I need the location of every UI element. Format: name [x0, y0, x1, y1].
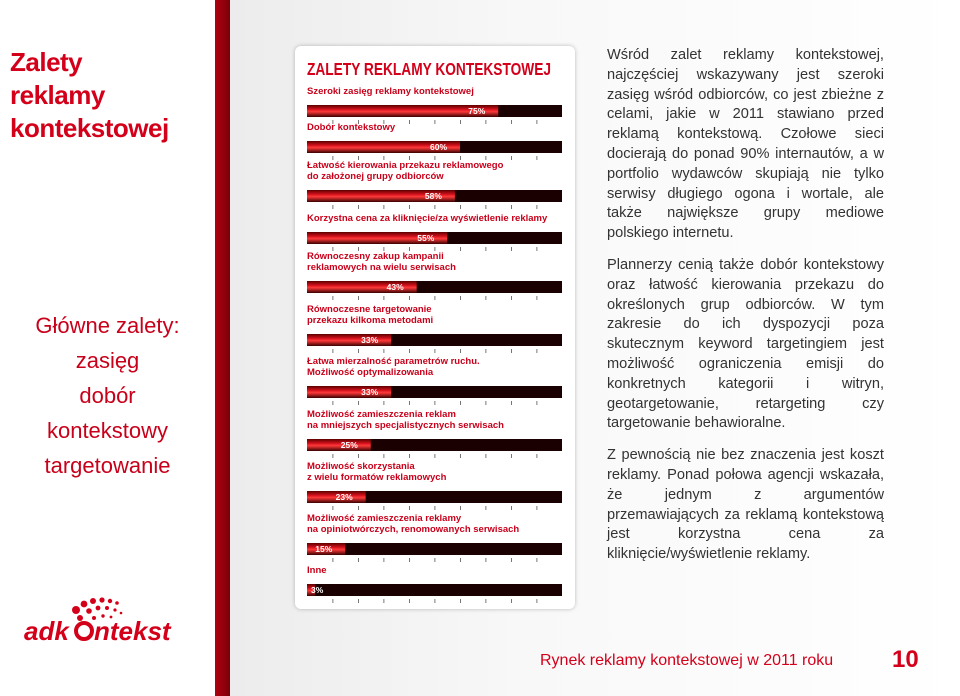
scale-tick — [358, 454, 359, 458]
scale-tick — [333, 506, 334, 510]
bar-category-label: Równoczesne targetowanie — [307, 304, 432, 315]
scale-tick — [511, 349, 512, 353]
scale-tick — [435, 454, 436, 458]
scale-tick — [511, 296, 512, 300]
bar-category-label: reklamowych na wielu serwisach — [307, 262, 456, 273]
advantages-heading: Główne zalety: — [35, 313, 180, 338]
scale-tick — [537, 205, 538, 209]
scale-tick — [537, 120, 538, 124]
scale-tick — [435, 205, 436, 209]
scale-tick — [409, 401, 410, 405]
scale-tick — [358, 401, 359, 405]
bar-value-label: 33% — [361, 387, 379, 397]
article-paragraph: Wśród zalet reklamy kontekstowej, najczęściej wskazywany jest szeroki zasięg wśród odbiorców, co jest zbieżne z celami, jakie w 2011 stawiano przed reklamą kontekstową. Czołowe sieci docierają do ponad 90% internautów, a w portfolio wydawców skupiają nie tylko serwisy długiego ogona i wortale, ale także największe grupy mediowe polskiego internetu. — [607, 47, 884, 242]
chart-title: ZALETY REKLAMY KONTEKSTOWEJ — [307, 59, 551, 79]
bar-category-label: Szeroki zasięg reklamy kontekstowej — [307, 86, 474, 97]
bar-category-label: Równoczesny zakup kampanii — [307, 251, 444, 262]
scale-tick — [435, 506, 436, 510]
scale-tick — [460, 454, 461, 458]
scale-tick — [384, 599, 385, 603]
sidebar-title-line: kontekstowej — [10, 113, 169, 143]
footer-title: Rynek reklamy kontekstowej w 2011 roku — [540, 652, 834, 669]
bar-category-label: na mniejszych specjalistycznych serwisach — [307, 420, 504, 431]
scale-tick — [486, 247, 487, 251]
bar-value-label: 43% — [386, 282, 404, 292]
scale-tick — [511, 506, 512, 510]
scale-tick — [409, 296, 410, 300]
bar-value-label: 75% — [468, 106, 486, 116]
scale-tick — [460, 120, 461, 124]
red-divider-bar — [215, 0, 230, 696]
bar-value-label: 55% — [417, 233, 435, 243]
bar-category-label: Korzystna cena za kliknięcie/za wyświetlenie reklamy — [307, 213, 548, 224]
scale-tick — [409, 558, 410, 562]
scale-tick — [486, 454, 487, 458]
scale-tick — [333, 558, 334, 562]
bar-category-label: Dobór kontekstowy — [307, 122, 396, 133]
bar-value-label: 25% — [340, 440, 358, 450]
article-paragraph: Plannerzy cenią także dobór kontekstowy oraz łatwość kierowania przekazu do określonych grup odbiorców. W tym zakresie do ich dyspozycji poza skutecznym keyword targetingiem jest możliwość ograniczenia emisji do konkretnych kategorii i witryn, geotargetowanie, retargeting czy targetowanie behawioralne. — [607, 256, 884, 432]
scale-tick — [537, 156, 538, 160]
advantage-item: dobór — [79, 383, 136, 408]
scale-tick — [511, 156, 512, 160]
chart-card — [295, 46, 575, 609]
scale-tick — [358, 296, 359, 300]
scale-tick — [435, 558, 436, 562]
scale-tick — [409, 506, 410, 510]
advantages-bar-chart — [295, 46, 575, 609]
scale-tick — [333, 599, 334, 603]
advantage-item: zasięg — [75, 348, 140, 373]
scale-tick — [537, 296, 538, 300]
scale-tick — [435, 599, 436, 603]
scale-tick — [537, 558, 538, 562]
bar-category-label: Łatwość kierowania przekazu reklamowego — [307, 160, 504, 171]
scale-tick — [409, 120, 410, 124]
advantage-item: targetowanie — [44, 453, 171, 478]
adkontekst-logo — [20, 596, 180, 656]
scale-tick — [511, 120, 512, 124]
scale-tick — [486, 349, 487, 353]
scale-tick — [537, 454, 538, 458]
page-number: 10 — [892, 646, 919, 673]
scale-tick — [486, 401, 487, 405]
scale-tick — [460, 349, 461, 353]
bar-value-label: 3% — [311, 585, 324, 595]
advantage-item: kontekstowy — [46, 418, 169, 443]
scale-tick — [460, 296, 461, 300]
scale-tick — [486, 558, 487, 562]
scale-tick — [537, 599, 538, 603]
logo-text-left: adk — [24, 616, 69, 646]
scale-tick — [435, 120, 436, 124]
scale-tick — [384, 349, 385, 353]
bar-category-label: do założonej grupy odbiorców — [307, 171, 444, 182]
bar-track — [307, 584, 562, 596]
scale-tick — [537, 247, 538, 251]
bar-category-label: Możliwość zamieszczenia reklam — [307, 409, 456, 420]
scale-tick — [358, 506, 359, 510]
bar-category-label: Możliwość zamieszczenia reklamy — [307, 513, 462, 524]
sidebar — [0, 0, 215, 696]
scale-tick — [511, 247, 512, 251]
scale-tick — [486, 205, 487, 209]
sidebar-title-line: reklamy — [10, 80, 105, 110]
scale-tick — [460, 599, 461, 603]
scale-tick — [409, 349, 410, 353]
scale-tick — [460, 506, 461, 510]
scale-tick — [511, 454, 512, 458]
scale-tick — [486, 120, 487, 124]
scale-tick — [486, 296, 487, 300]
scale-tick — [358, 558, 359, 562]
scale-tick — [460, 401, 461, 405]
scale-tick — [435, 296, 436, 300]
scale-tick — [333, 454, 334, 458]
bar-category-label: z wielu formatów reklamowych — [307, 472, 447, 483]
scale-tick — [511, 205, 512, 209]
scale-tick — [537, 349, 538, 353]
bar-category-label: przekazu kilkoma metodami — [307, 315, 434, 326]
scale-tick — [384, 454, 385, 458]
scale-tick — [384, 558, 385, 562]
scale-tick — [435, 349, 436, 353]
bar-category-label: Możliwość skorzystania — [307, 461, 415, 472]
sidebar-title-line: Zalety — [10, 47, 83, 77]
bar — [307, 386, 391, 398]
logo-text-right: ntekst — [94, 616, 171, 646]
scale-tick — [537, 401, 538, 405]
bar-category-label: Inne — [307, 565, 327, 576]
bar — [307, 439, 371, 451]
scale-tick — [409, 205, 410, 209]
article-text — [607, 46, 884, 577]
bar — [307, 334, 391, 346]
scale-tick — [511, 401, 512, 405]
bar-category-label: Łatwa mierzalność parametrów ruchu. — [307, 356, 480, 367]
bar-category-label: Możliwość optymalizowania — [307, 367, 434, 378]
scale-tick — [409, 454, 410, 458]
scale-tick — [384, 506, 385, 510]
bar-value-label: 58% — [424, 191, 442, 201]
scale-tick — [486, 599, 487, 603]
scale-tick — [358, 205, 359, 209]
article-paragraph: Z pewnością nie bez znaczenia jest koszt reklamy. Ponad połowa agencji wskazała, że jednym z argumentów przemawiających za reklamą kontekstową jest korzystna cena za kliknięcie/wyświetlenie reklamy. — [607, 447, 884, 563]
bar-value-label: 23% — [335, 492, 353, 502]
scale-tick — [358, 349, 359, 353]
scale-tick — [333, 205, 334, 209]
scale-tick — [333, 296, 334, 300]
scale-tick — [384, 296, 385, 300]
sidebar-title — [10, 46, 210, 145]
advantages-list — [0, 308, 215, 483]
scale-tick — [409, 599, 410, 603]
scale-tick — [333, 401, 334, 405]
scale-tick — [460, 205, 461, 209]
scale-tick — [511, 558, 512, 562]
scale-tick — [460, 558, 461, 562]
scale-tick — [384, 205, 385, 209]
scale-tick — [511, 599, 512, 603]
scale-tick — [358, 599, 359, 603]
bar-value-label: 15% — [315, 544, 333, 554]
bar-value-label: 60% — [430, 142, 448, 152]
scale-tick — [486, 506, 487, 510]
scale-tick — [333, 349, 334, 353]
bar-value-label: 33% — [361, 335, 379, 345]
scale-tick — [537, 506, 538, 510]
scale-tick — [384, 401, 385, 405]
logo-o-icon — [76, 623, 92, 639]
scale-tick — [435, 401, 436, 405]
bar-category-label: na opiniotwórczych, renomowanych serwisach — [307, 524, 520, 535]
scale-tick — [460, 247, 461, 251]
